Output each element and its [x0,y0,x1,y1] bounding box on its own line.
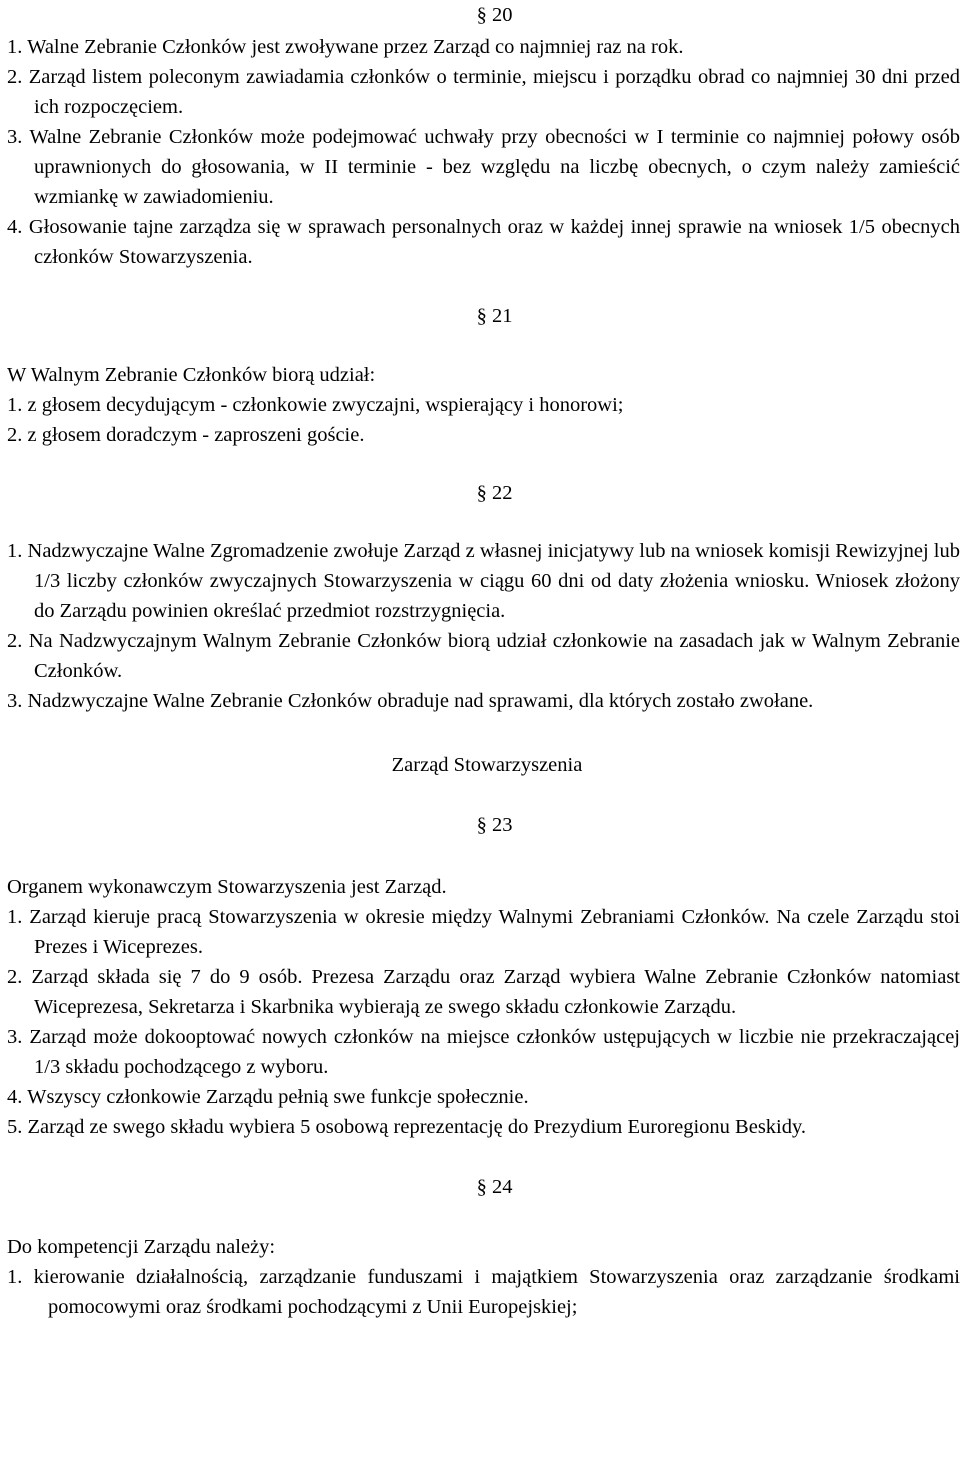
s20-item-1: 1. Walne Zebranie Członków jest zwoływane przez Zarząd co najmniej raz na rok. [7,36,684,58]
s24-intro: Do kompetencji Zarządu należy: [7,1236,276,1258]
section-mark-24: § 24 [476,1176,513,1198]
section-mark-21: § 21 [476,305,513,327]
s23-item-2: 2. Zarząd składa się 7 do 9 osób. Prezesa Zarządu oraz Zarząd wybiera Walne Zebranie Członków natomiast Wiceprezesa, Sekretarza i Skarbnika wybierają ze swego składu członkowie Zarządu. [7,966,960,1018]
s23-item-5: 5. Zarząd ze swego składu wybiera 5 osobową reprezentację do Prezydium Euroregionu Beskidy. [7,1116,807,1138]
s24-item-1: 1. kierowanie działalnością, zarządzanie funduszami i majątkiem Stowarzyszenia oraz zarządzanie środkami pomocowymi oraz środkami pochodzącymi z Unii Europejskiej; [7,1266,960,1318]
s21-item-1: 1. z głosem decydującym - członkowie zwyczajni, wspierający i honorowi; [7,394,624,416]
s21-item-2: 2. z głosem doradczym - zaproszeni goście. [7,424,365,446]
s23-item-4: 4. Wszyscy członkowie Zarządu pełnią swe funkcje społecznie. [7,1086,529,1108]
s22-item-3: 3. Nadzwyczajne Walne Zebranie Członków obraduje nad sprawami, dla których zostało zwołane. [7,690,814,712]
s20-item-2: 2. Zarząd listem poleconym zawiadamia członków o terminie, miejscu i porządku obrad co najmniej 30 dni przed ich rozpoczęciem. [7,66,960,118]
s22-item-2: 2. Na Nadzwyczajnym Walnym Zebranie Członków biorą udział członkowie na zasadach jak w Walnym Zebranie Członków. [7,630,960,682]
chapter-title: Zarząd Stowarzyszenia [391,754,583,776]
s23-item-3: 3. Zarząd może dokooptować nowych członków na miejsce członków ustępujących w liczbie nie przekraczającej 1/3 składu pochodzącego z wyboru. [7,1026,960,1078]
section-mark-20: § 20 [476,4,513,26]
s20-item-3: 3. Walne Zebranie Członków może podejmować uchwały przy obecności w I terminie co najmniej połowy osób uprawnionych do głosowania, w II terminie - bez względu na liczbę obecnych, o czym należy zamieścić wzmiankę w zawiadomieniu. [7,126,960,208]
s23-item-1: 1. Zarząd kieruje pracą Stowarzyszenia w okresie między Walnymi Zebraniami Członków. Na czele Zarządu stoi Prezes i Wiceprezes. [7,906,960,958]
s22-item-1: 1. Nadzwyczajne Walne Zgromadzenie zwołuje Zarząd z własnej inicjatywy lub na wniosek komisji Rewizyjnej lub 1/3 liczby członków zwyczajnych Stowarzyszenia w ciągu 60 dni od daty złożenia wniosku. Wniosek złożony do Zarządu powinien określać przedmiot rozstrzygnięcia. [7,540,960,622]
s23-intro: Organem wykonawczym Stowarzyszenia jest Zarząd. [7,876,447,898]
s21-intro: W Walnym Zebranie Członków biorą udział: [7,364,376,386]
document-page [7,0,960,1322]
section-mark-22: § 22 [476,482,513,504]
section-mark-23: § 23 [476,814,513,836]
s20-item-4: 4. Głosowanie tajne zarządza się w sprawach personalnych oraz w każdej innej sprawie na wniosek 1/5 obecnych członków Stowarzyszenia. [7,216,960,268]
